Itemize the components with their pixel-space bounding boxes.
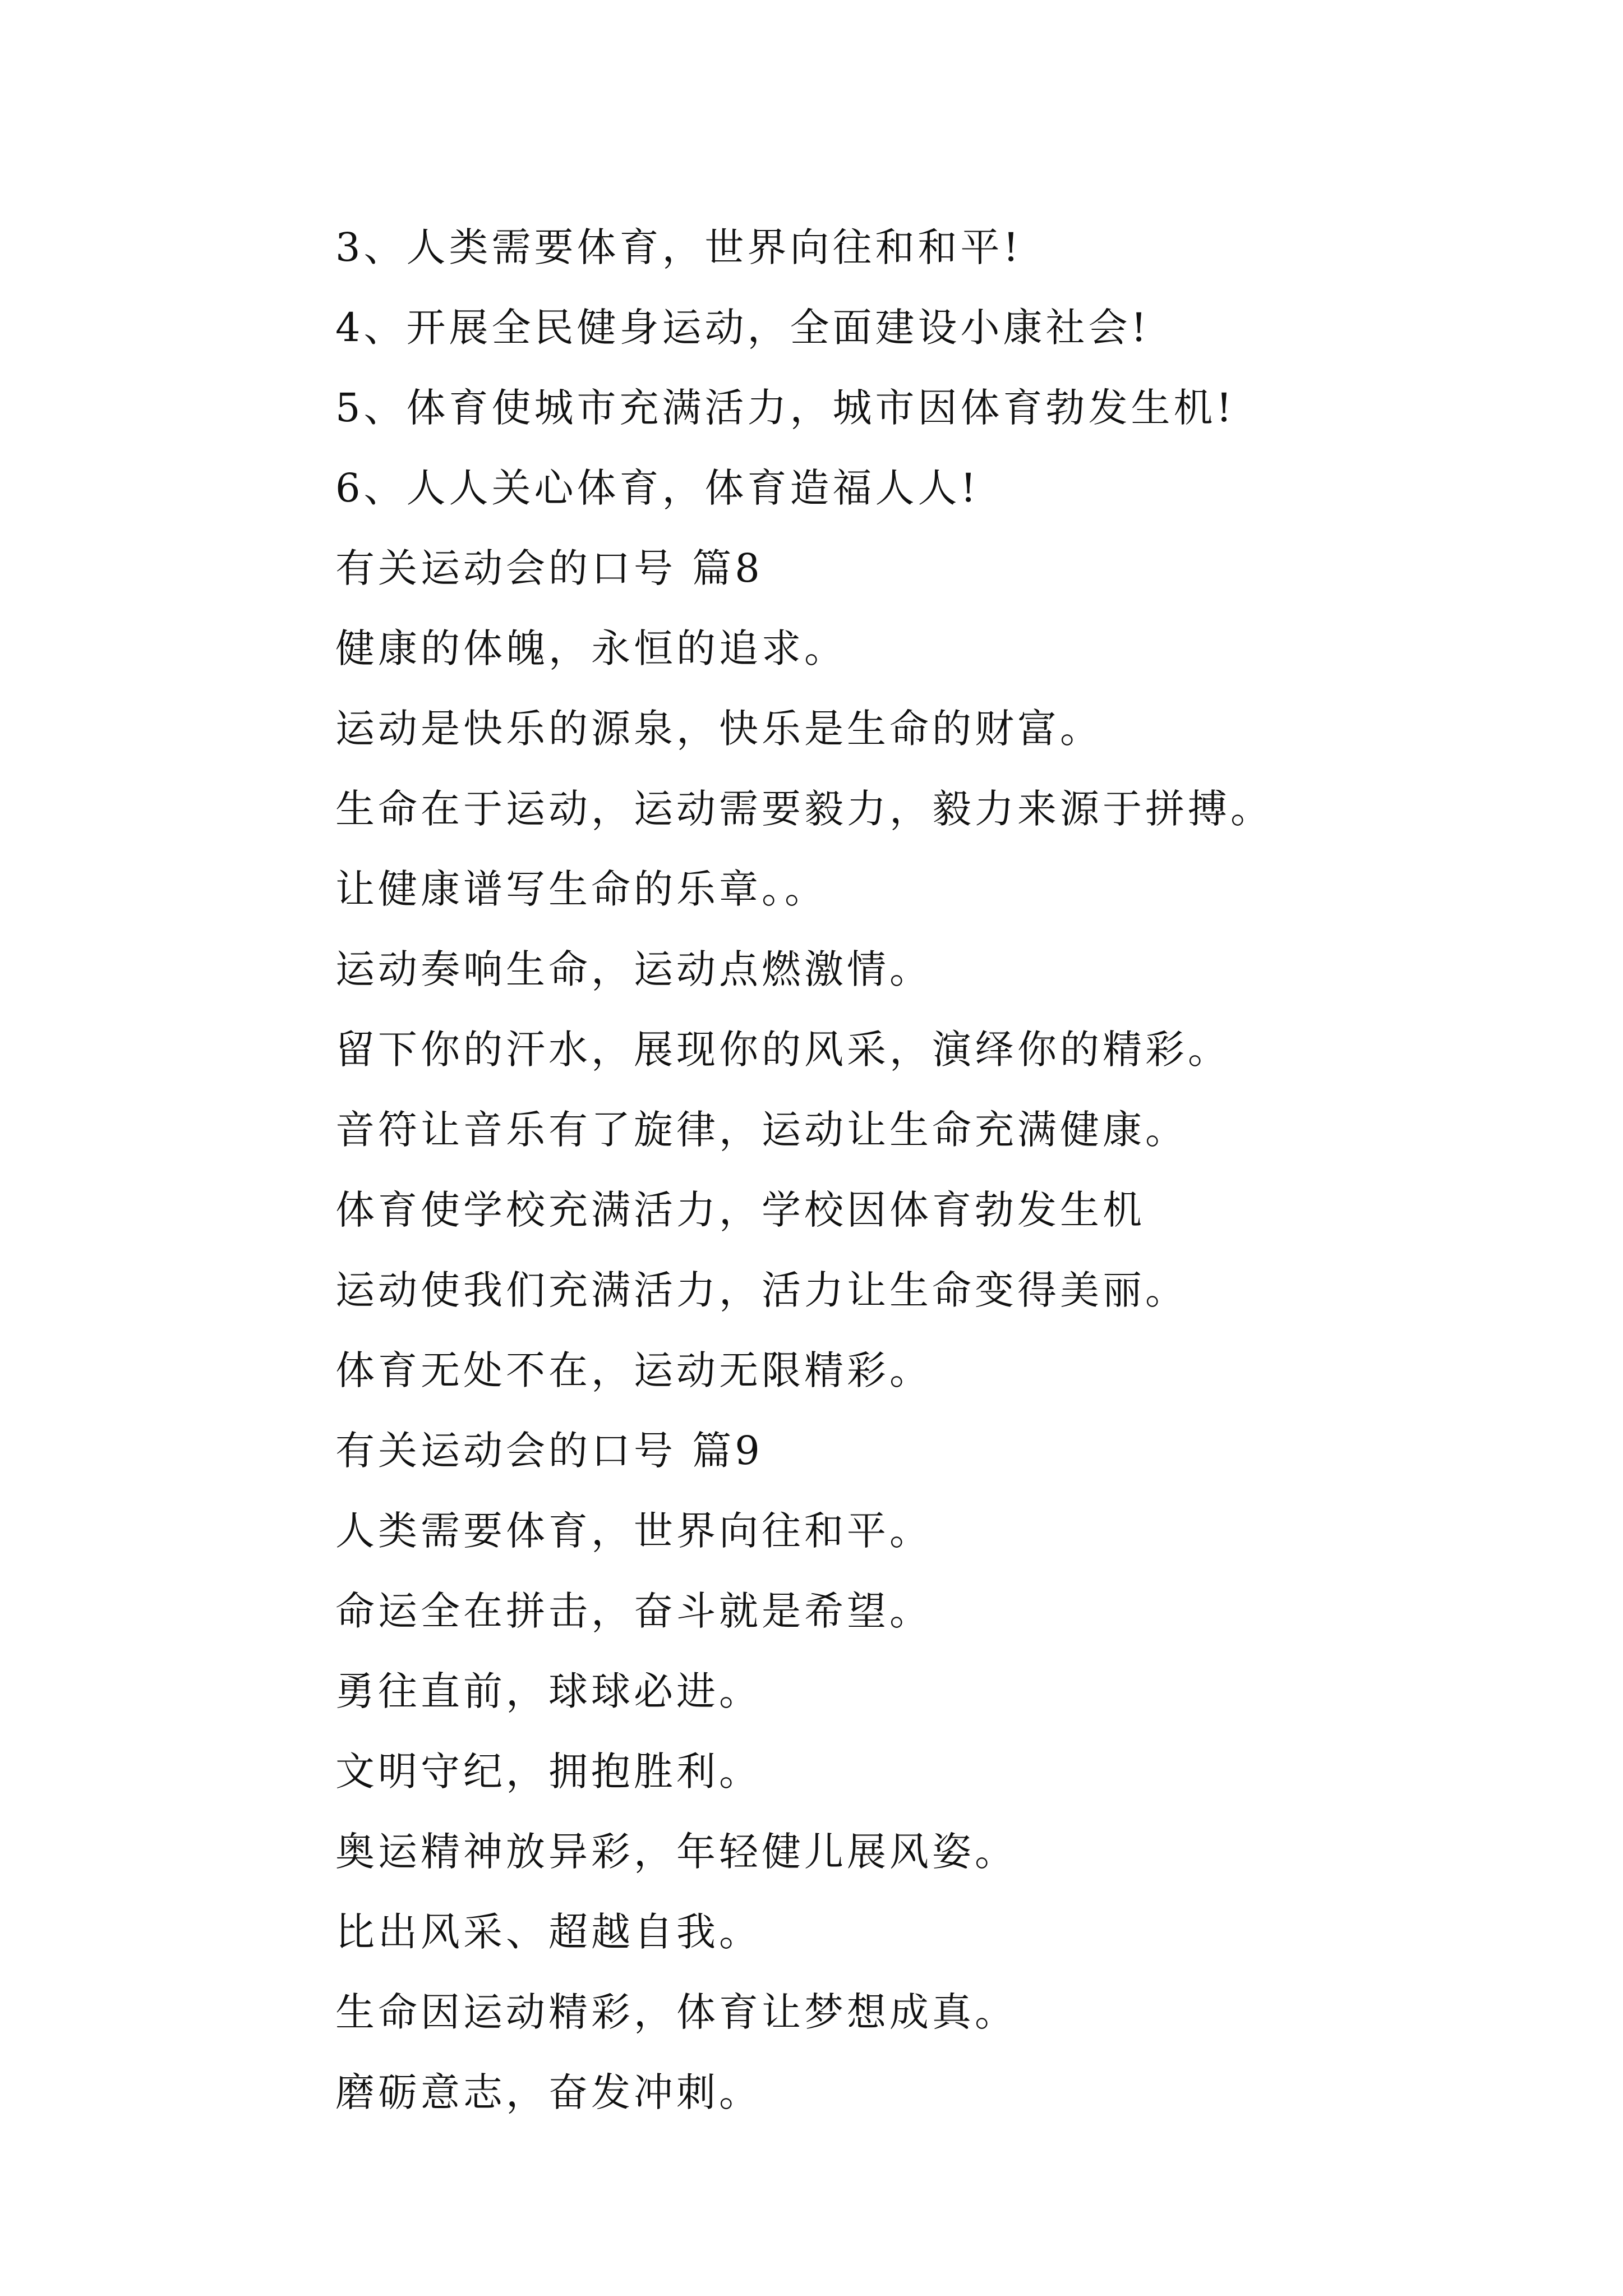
slogan-line: 4、开展全民健身运动，全面建设小康社会! bbox=[335, 305, 1150, 351]
slogan-line: 生命在于运动，运动需要毅力，毅力来源于拼搏。 bbox=[335, 786, 1273, 832]
section-heading: 有关运动会的口号 篇9 bbox=[335, 1428, 763, 1474]
slogan-line: 音符让音乐有了旋律，运动让生命充满健康。 bbox=[335, 1107, 1188, 1153]
slogan-line: 体育无处不在，运动无限精彩。 bbox=[335, 1347, 932, 1393]
slogan-line: 健康的体魄，永恒的追求。 bbox=[335, 625, 847, 671]
document-body bbox=[335, 208, 1457, 2133]
slogan-line: 文明守纪，拥抱胜利。 bbox=[335, 1749, 762, 1795]
slogan-line: 勇往直前，球球必进。 bbox=[335, 1668, 762, 1714]
slogan-line: 比出风采、超越自我。 bbox=[335, 1909, 762, 1955]
slogan-line: 3、人类需要体育，世界向往和和平! bbox=[335, 224, 1022, 270]
slogan-line: 留下你的汗水，展现你的风采，演绎你的精彩。 bbox=[335, 1027, 1230, 1073]
slogan-line: 磨砺意志，奋发冲刺。 bbox=[335, 2069, 762, 2115]
slogan-line: 让健康谱写生命的乐章。。 bbox=[335, 866, 827, 912]
slogan-line: 命运全在拼击，奋斗就是希望。 bbox=[335, 1588, 932, 1634]
slogan-line: 体育使学校充满活力，学校因体育勃发生机 bbox=[335, 1187, 1145, 1233]
slogan-line: 奥运精神放异彩，年轻健儿展风姿。 bbox=[335, 1829, 1017, 1875]
slogan-line: 运动是快乐的源泉，快乐是生命的财富。 bbox=[335, 706, 1103, 752]
slogan-line: 生命因运动精彩，体育让梦想成真。 bbox=[335, 1989, 1017, 2035]
slogan-line: 人类需要体育，世界向往和平。 bbox=[335, 1508, 932, 1554]
slogan-line: 6、人人关心体育，体育造福人人! bbox=[335, 465, 980, 511]
slogan-line: 运动奏响生命，运动点燃激情。 bbox=[335, 946, 932, 992]
section-heading: 有关运动会的口号 篇8 bbox=[335, 545, 763, 591]
slogan-line: 5、体育使城市充满活力，城市因体育勃发生机! bbox=[335, 385, 1235, 431]
slogan-line: 运动使我们充满活力，活力让生命变得美丽。 bbox=[335, 1267, 1188, 1313]
